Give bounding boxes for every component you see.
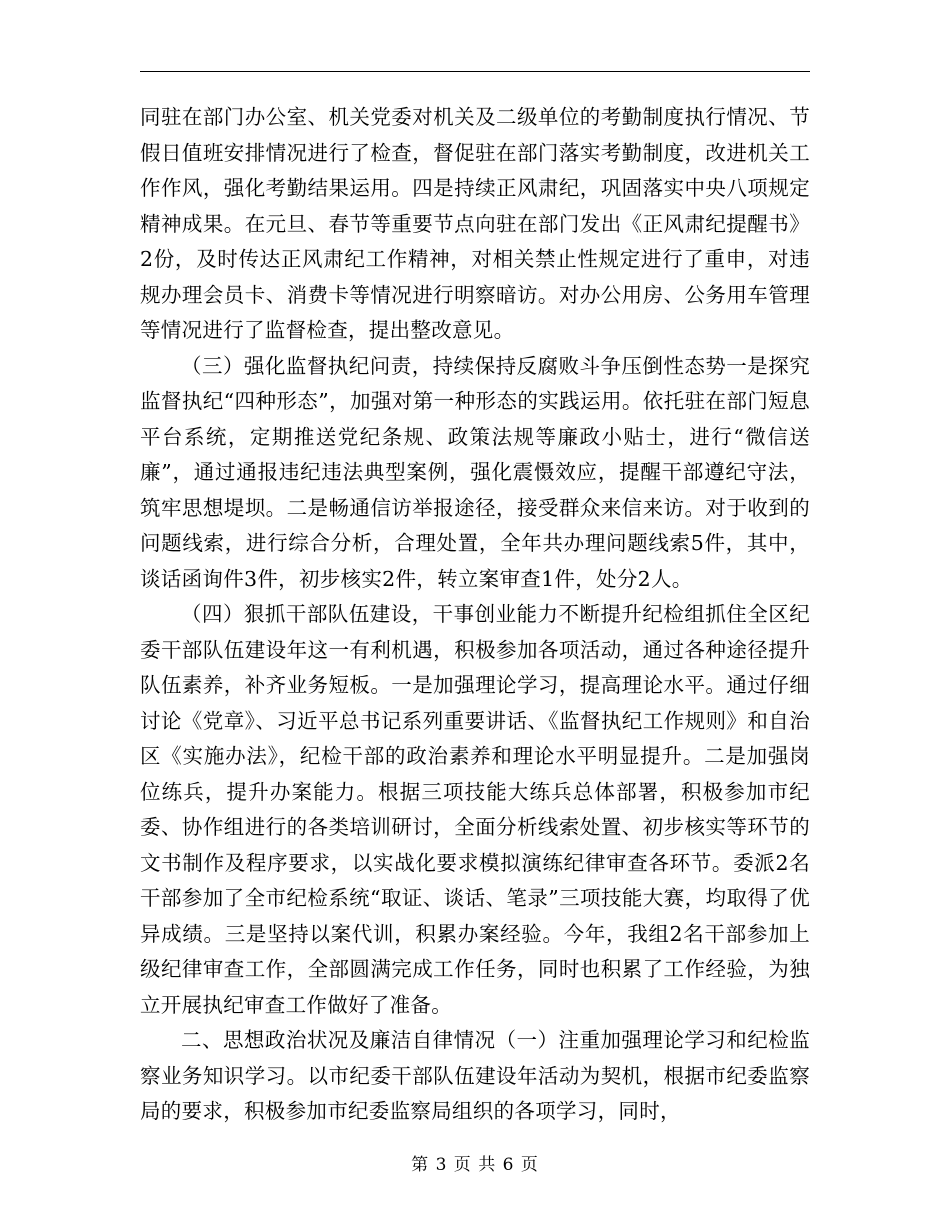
- document-body: [140, 100, 810, 1130]
- paragraph-3: （四）狠抓干部队伍建设，干事创业能力不断提升纪检组抓住全区纪委干部队伍建设年这一有利机遇，积极参加各项活动，通过各种途径提升队伍素养，补齐业务短板。一是加强理论学习，提高理论水平。通过仔细讨论《党章》、习近平总书记系列重要讲话、《监督执纪工作规则》和自治区《实施办法》，纪检干部的政治素养和理论水平明显提升。二是加强岗位练兵，提升办案能力。根据三项技能大练兵总体部署，积极参加市纪委、协作组进行的各类培训研讨，全面分析线索处置、初步核实等环节的文书制作及程序要求，以实战化要求模拟演练纪律审查各环节。委派2名干部参加了全市纪检系统“取证、谈话、笔录”三项技能大赛，均取得了优异成绩。三是坚持以案代训，积累办案经验。今年，我组2名干部参加上级纪律审查工作，全部圆满完成工作任务，同时也积累了工作经验，为独立开展执纪审查工作做好了准备。: [140, 602, 810, 1017]
- header-rule: [140, 71, 810, 72]
- paragraph-4: 二、思想政治状况及廉洁自律情况（一）注重加强理论学习和纪检监察业务知识学习。以市纪委干部队伍建设年活动为契机，根据市纪委监察局的要求，积极参加市纪委监察局组织的各项学习，同时，: [140, 1028, 810, 1123]
- page-number-footer: 第 3 页 共 6 页: [411, 1155, 539, 1175]
- paragraph-2: （三）强化监督执纪问责，持续保持反腐败斗争压倒性态势一是探究监督执纪“四种形态”，加强对第一种形态的实践运用。依托驻在部门短息平台系统，定期推送党纪条规、政策法规等廉政小贴士，进行“微信送廉”，通过通报违纪违法典型案例，强化震慑效应，提醒干部遵纪守法，筑牢思想堤坝。二是畅通信访举报途径，接受群众来信来访。对于收到的问题线索，进行综合分析，合理处置，全年共办理问题线索5件，其中，谈话函询件3件，初步核实2件，转立案审查1件，处分2人。: [140, 353, 810, 591]
- paragraph-1: 同驻在部门办公室、机关党委对机关及二级单位的考勤制度执行情况、节假日值班安排情况进行了检查，督促驻在部门落实考勤制度，改进机关工作作风，强化考勤结果运用。四是持续正风肃纪，巩固落实中央八项规定精神成果。在元旦、春节等重要节点向驻在部门发出《正风肃纪提醒书》2份，及时传达正风肃纪工作精神，对相关禁止性规定进行了重申，对违规办理会员卡、消费卡等情况进行明察暗访。对办公用房、公务用车管理等情况进行了监督检查，提出整改意见。: [140, 105, 810, 342]
